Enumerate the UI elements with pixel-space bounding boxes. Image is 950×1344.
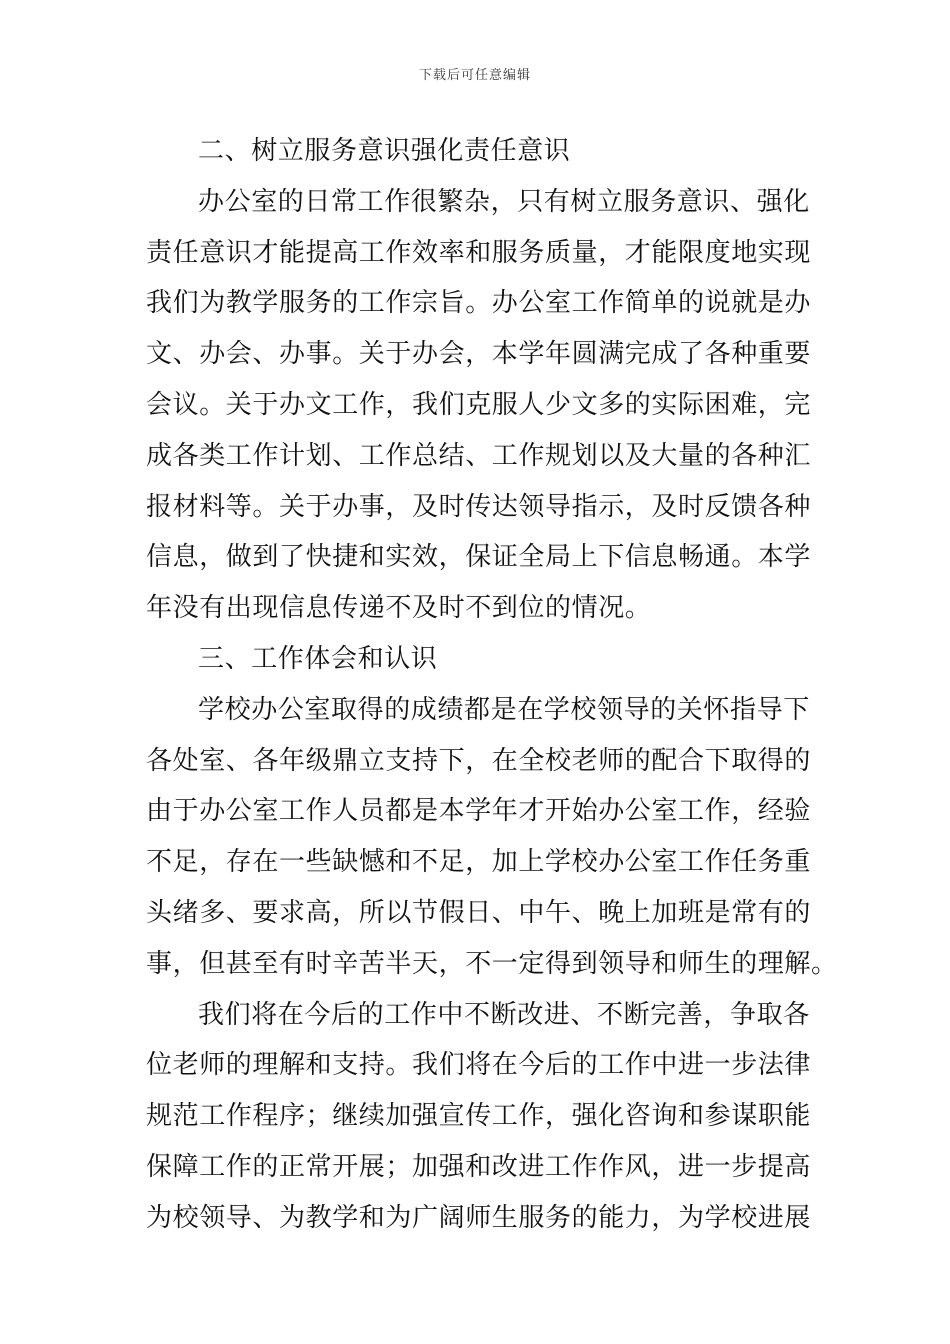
paragraph-line: 为校领导、为教学和为广阔师生服务的能力，为学校进展 (146, 1202, 812, 1233)
paragraph-line: 位老师的理解和支持。我们将在今后的工作中进一步法律 (146, 1050, 812, 1081)
paragraph-line: 文、办会、办事。关于办会，本学年圆满完成了各种重要 (146, 339, 812, 370)
paragraph-line: 不足，存在一些缺憾和不足，加上学校办公室工作任务重 (146, 847, 812, 878)
paragraph-first-line: 学校办公室取得的成绩都是在学校领导的关怀指导下 (198, 694, 810, 725)
page-header-note: 下载后可任意编辑 (418, 68, 531, 83)
paragraph-line: 由于办公室工作人员都是本学年才开始办公室工作，经验 (146, 796, 812, 827)
paragraph-line: 头绪多、要求高，所以节假日、中午、晚上加班是常有的 (146, 897, 812, 928)
section-heading: 二、树立服务意识强化责任意识 (198, 136, 571, 166)
paragraph-first-line: 我们将在今后的工作中不断改进、不断完善，争取各 (198, 999, 810, 1030)
paragraph-line: 会议。关于办文工作，我们克服人少文多的实际困难，完 (146, 389, 812, 420)
document-body (146, 126, 838, 1244)
paragraph-line: 信息，做到了快捷和实效，保证全局上下信息畅通。本学 (146, 542, 812, 573)
paragraph-line: 成各类工作计划、工作总结、工作规划以及大量的各种汇 (146, 440, 812, 471)
paragraph-first-line: 办公室的日常工作很繁杂，只有树立服务意识、强化 (198, 186, 810, 217)
paragraph-line: 事，但甚至有时辛苦半天，不一定得到领导和师生的理解。 (146, 948, 838, 979)
section-heading: 三、工作体会和认识 (198, 643, 438, 674)
paragraph-line: 年没有出现信息传递不及时不到位的情况。 (146, 593, 652, 624)
paragraph-line: 责任意识才能提高工作效率和服务质量，才能限度地实现 (146, 237, 812, 268)
paragraph-line: 报材料等。关于办事，及时传达领导指示，及时反馈各种 (146, 491, 812, 522)
paragraph-line: 保障工作的正常开展；加强和改进工作作风，进一步提高 (146, 1151, 812, 1182)
paragraph-line: 我们为教学服务的工作宗旨。办公室工作简单的说就是办 (146, 288, 812, 319)
paragraph-line: 各处室、各年级鼎立支持下，在全校老师的配合下取得的 (146, 745, 812, 776)
paragraph-line: 规范工作程序；继续加强宣传工作，强化咨询和参谋职能 (146, 1101, 812, 1132)
